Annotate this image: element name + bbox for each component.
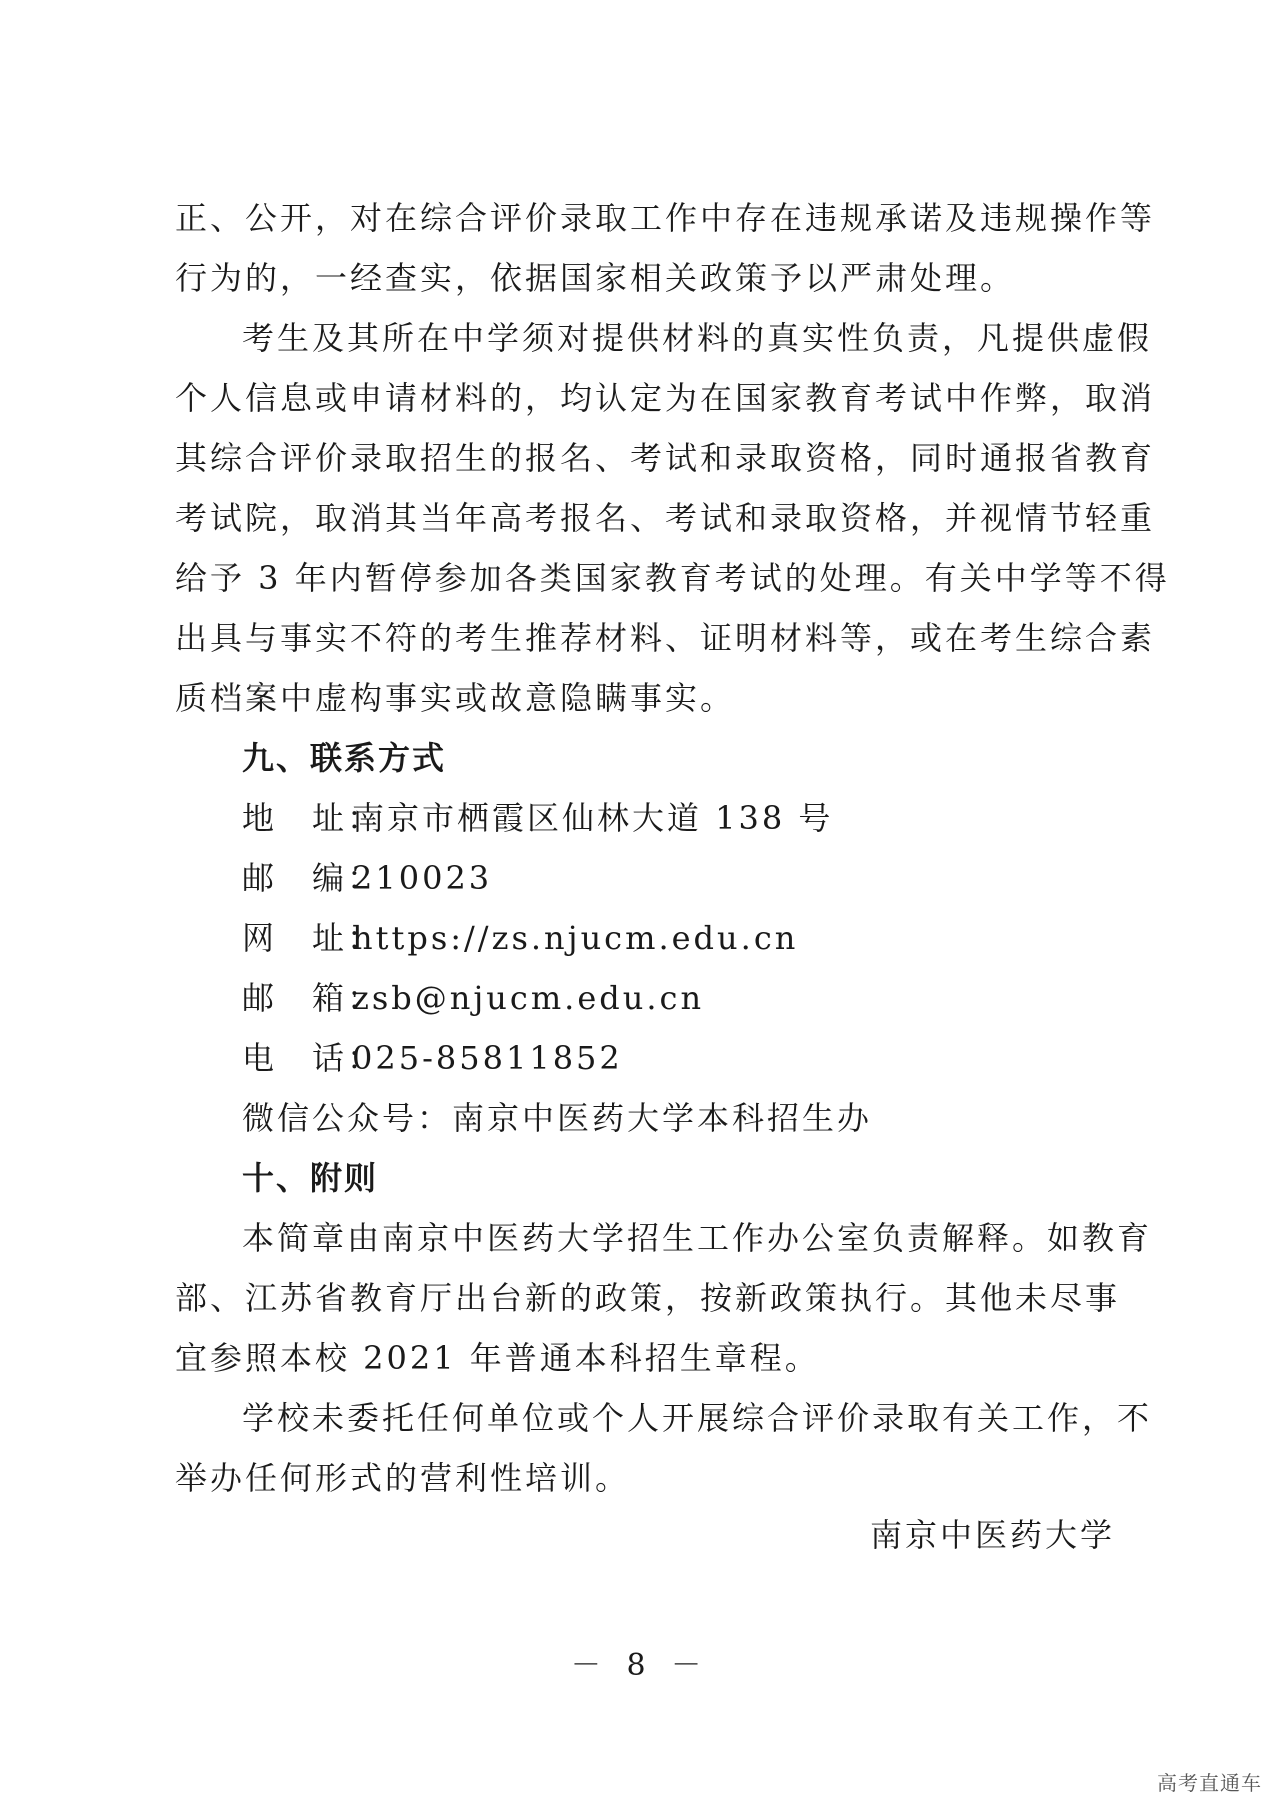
contact-wechat [175,1088,1135,1148]
paragraph-line: 举办任何形式的营利性培训。 [175,1459,631,1497]
contact-value: 025-85811852 [352,1039,623,1077]
contact-label: 邮 箱： [242,979,383,1017]
contact-label: 邮 编： [242,859,383,897]
contact-email [175,968,1135,1028]
contact-label: 电 话： [242,1039,383,1077]
contact-phone [175,1028,1135,1088]
paragraph-line: 宜参照本校 2021 年普通本科招生章程。 [175,1339,820,1377]
body-text [175,188,1170,1508]
paragraph-line: 学校未委托任何单位或个人开展综合评价录取有关工作，不 [242,1399,1153,1437]
contact-value: 210023 [352,859,493,897]
contact-postcode [175,848,1135,908]
contact-website [175,908,1135,968]
paragraph-line: 其综合评价录取招生的报名、考试和录取资格，同时通报省教育 [175,439,1156,477]
paragraph-line: 考试院，取消其当年高考报名、考试和录取资格，并视情节轻重 [175,499,1156,537]
paragraph-line: 本简章由南京中医药大学招生工作办公室负责解释。如教育 [242,1219,1153,1257]
paragraph-line: 考生及其所在中学须对提供材料的真实性负责，凡提供虚假 [242,319,1153,357]
signature: 南京中医药大学 [870,1516,1116,1554]
contact-value: zsb@njucm.edu.cn [352,979,705,1017]
paragraph-line: 个人信息或申请材料的，均认定为在国家教育考试中作弊，取消 [175,379,1156,417]
paragraph-line: 质档案中虚构事实或故意隐瞒事实。 [175,679,736,717]
contact-value: https://zs.njucm.edu.cn [352,919,799,957]
section-heading-appendix: 十、附则 [242,1159,379,1197]
paragraph-line: 正、公开，对在综合评价录取工作中存在违规承诺及违规操作等 [175,199,1156,237]
page-number: － 8 － [570,1648,710,1683]
paragraph-line: 部、江苏省教育厅出台新的政策，按新政策执行。其他未尽事 [175,1279,1121,1317]
section-heading-contact: 九、联系方式 [242,739,447,777]
contact-label: 微信公众号： [242,1099,453,1137]
contact-label: 网 址： [242,919,383,957]
paragraph-line: 给予 3 年内暂停参加各类国家教育考试的处理。有关中学等不得 [175,559,1170,597]
paragraph-line: 出具与事实不符的考生推荐材料、证明材料等，或在考生综合素 [175,619,1156,657]
contact-value: 南京市栖霞区仙林大道 138 号 [352,799,834,837]
contact-label: 地 址： [242,799,383,837]
contact-address [175,788,1135,848]
paragraph-line: 行为的，一经查实，依据国家相关政策予以严肃处理。 [175,259,1016,297]
watermark: 高考直通车 [1157,1771,1262,1795]
contact-value: 南京中医药大学本科招生办 [452,1099,873,1137]
